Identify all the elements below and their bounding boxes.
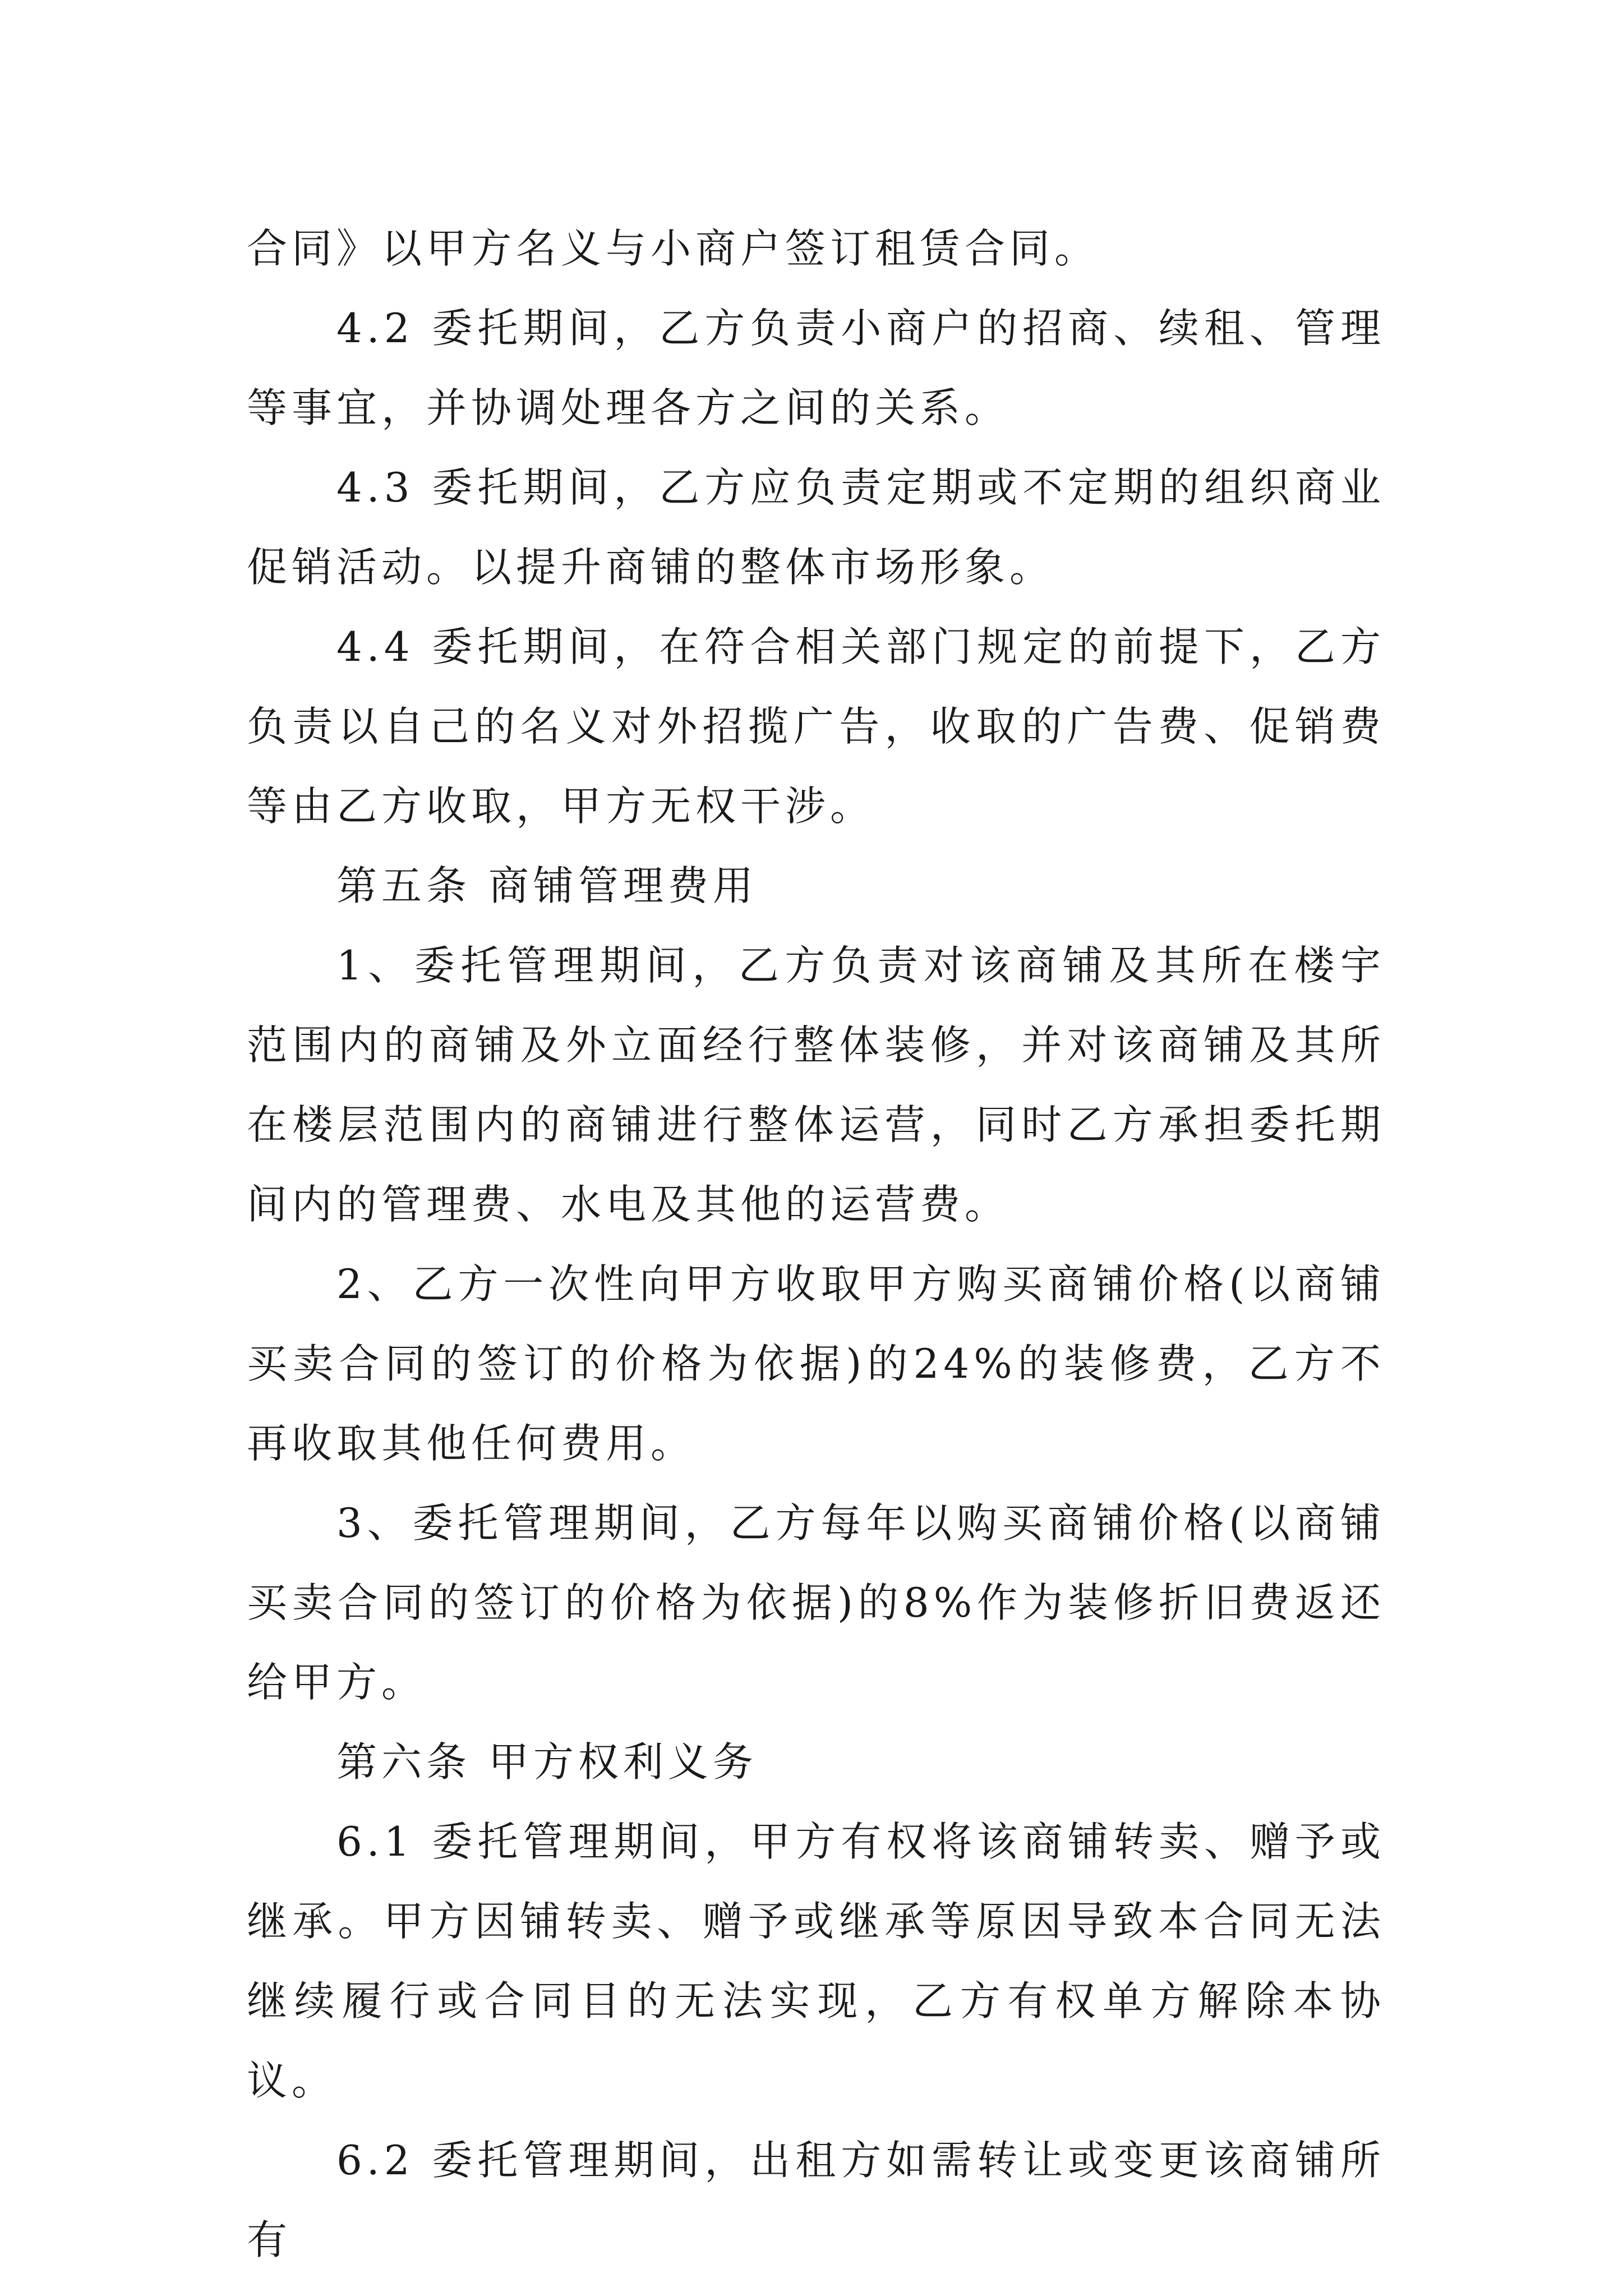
clause-4-4: 4.4 委托期间，在符合相关部门规定的前提下，乙方负责以自己的名义对外招揽广告，收取的广告费、促销费等由乙方收取，甲方无权干涉。 bbox=[247, 623, 1385, 830]
clause-4-2: 4.2 委托期间，乙方负责小商户的招商、续租、管理等事宜，并协调处理各方之间的关系。 bbox=[247, 305, 1385, 431]
article-5-item-3: 3、委托管理期间，乙方每年以购买商铺价格(以商铺买卖合同的签订的价格为依据)的8%作为装修折旧费返还给甲方。 bbox=[247, 1499, 1385, 1706]
article-5-item-2: 2、乙方一次性向甲方收取甲方购买商铺价格(以商铺买卖合同的签订的价格为依据)的24%的装修费，乙方不再收取其他任何费用。 bbox=[247, 1260, 1385, 1467]
article-5-heading: 第五条 商铺管理费用 bbox=[336, 862, 758, 909]
article-5-item-1: 1、委托管理期间，乙方负责对该商铺及其所在楼宇范围内的商铺及外立面经行整体装修，并对该商铺及其所在楼层范围内的商铺进行整体运营，同时乙方承担委托期间内的管理费、水电及其他的运营费。 bbox=[247, 942, 1385, 1228]
paragraph-continuation: 合同》以甲方名义与小商户签订租赁合同。 bbox=[247, 225, 1100, 272]
article-6-heading: 第六条 甲方权利义务 bbox=[336, 1738, 758, 1786]
clause-4-3: 4.3 委托期间，乙方应负责定期或不定期的组织商业促销活动。以提升商铺的整体市场形象。 bbox=[247, 464, 1385, 591]
clause-6-2: 6.2 委托管理期间，出租方如需转让或变更该商铺所有 bbox=[247, 2137, 1385, 2263]
document-body bbox=[247, 209, 1385, 2280]
clause-6-1: 6.1 委托管理期间，甲方有权将该商铺转卖、赠予或继承。甲方因铺转卖、赠予或继承等原因导致本合同无法继续履行或合同目的无法实现，乙方有权单方解除本协议。 bbox=[247, 1818, 1385, 2104]
